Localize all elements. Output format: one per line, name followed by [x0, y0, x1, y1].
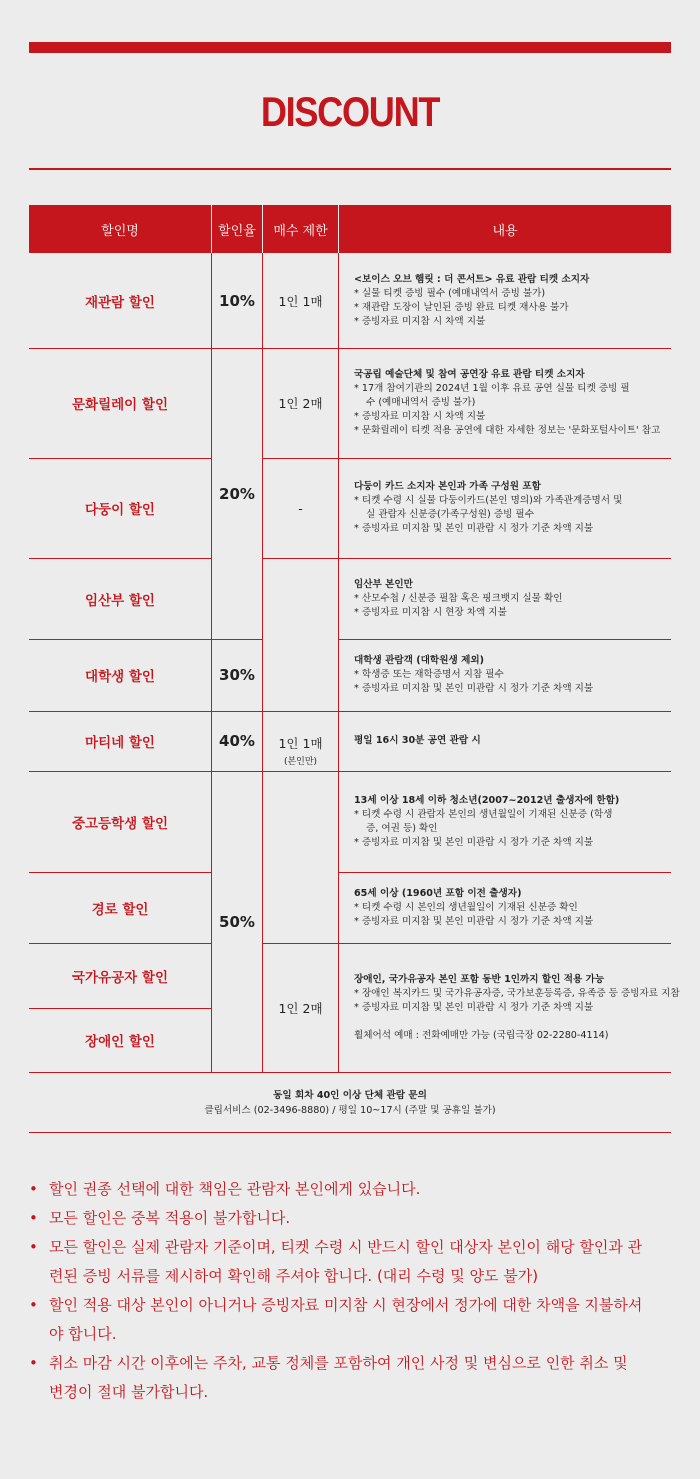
ticket-limit-text: -: [298, 500, 303, 516]
content-item: * 산모수첩 / 신분증 필참 혹은 핑크뱃지 실물 확인: [354, 593, 563, 604]
content-heading: 다둥이 카드 소지자 본인과 가족 구성원 포함: [354, 481, 541, 492]
content-heading: 평일 16시 30분 공연 관람 시: [354, 735, 481, 746]
notice-item: [29, 1233, 649, 1291]
discount-name-student: 중고등학생 할인: [72, 815, 168, 832]
notice-text: 할인 권종 선택에 대한 책임은 관람자 본인에게 있습니다.: [49, 1180, 421, 1198]
notice-list: [29, 1175, 671, 1407]
content-heading: 임산부 본인만: [354, 579, 413, 590]
discount-name-pregnant: 임산부 할인: [85, 592, 155, 609]
notice-text: 모든 할인은 실제 관람자 기준이며, 티켓 수령 시 반드시 할인 대상자 본인이 해당 할인과 관련된 증빙 서류를 제시하여 확인해 주셔야 합니다. (대리 수령 및 양도 불가): [49, 1238, 643, 1285]
content-item: * 증빙자료 미지참 시 차액 지불: [354, 411, 486, 422]
content-heading: 국공립 예술단체 및 참여 공연장 유료 관람 티켓 소지자: [354, 369, 585, 380]
notice-text: 할인 적용 대상 본인이 아니거나 증빙자료 미지참 시 현장에서 정가에 대한 차액을 지불하셔야 합니다.: [49, 1296, 643, 1343]
content-senior: [354, 887, 593, 929]
discount-name-disabled: 장애인 할인: [85, 1034, 155, 1050]
content-item: * 실물 티켓 증빙 필수 (예매내역서 증빙 불가): [354, 288, 546, 299]
content-university: [354, 654, 593, 696]
ticket-limit: [263, 943, 338, 1072]
discount-name-matinee: 마티네 할인: [85, 735, 155, 751]
content-veteran-disabled: [354, 973, 680, 1043]
discount-name-culture-relay: 문화릴레이 할인: [72, 397, 168, 413]
ticket-limit-text: 1인 1매: [278, 736, 323, 751]
content-item: * 티켓 수령 시 실물 다둥이카드(본인 명의)와 가족관계증명서 및 실 관람자 신분증(가족구성원) 증빙 필수: [354, 495, 623, 520]
row-divider: [29, 1072, 671, 1073]
content-heading: <보이스 오브 햄릿 : 더 콘서트> 유료 관람 티켓 소지자: [354, 274, 590, 285]
bullet-icon: •: [29, 1238, 38, 1256]
bullet-icon: •: [29, 1296, 38, 1314]
header-discount-name: 할인명: [29, 205, 211, 253]
ticket-limit-text: 1인 2매: [278, 1000, 323, 1016]
notice-text: 모든 할인은 중복 적용이 불가합니다.: [49, 1209, 291, 1227]
content-revisit: [354, 273, 589, 329]
bullet-icon: •: [29, 1354, 38, 1372]
notice-item: [29, 1291, 649, 1349]
notice-item: [29, 1349, 629, 1407]
discount-name-senior: 경로 할인: [91, 901, 149, 918]
group-booking-info: [29, 1088, 671, 1118]
notice-text: 취소 마감 시간 이후에는 주차, 교통 정체를 포함하여 개인 사정 및 변심으로 인한 취소 및 변경이 절대 불가합니다.: [49, 1354, 628, 1401]
discount-name-university: 대학생 할인: [85, 669, 155, 685]
content-heading: 65세 이상 (1960년 포함 이전 출생자): [354, 888, 522, 899]
content-item: * 문화릴레이 티켓 적용 공연에 대한 자세한 정보는 '문화포털사이트' 참고: [354, 425, 661, 436]
content-item: * 증빙자료 미지참 및 본인 미관람 시 정가 기준 차액 지불: [354, 1002, 594, 1013]
ticket-limit: [263, 253, 338, 348]
notice-item: [29, 1204, 671, 1233]
notice-item: [29, 1175, 671, 1204]
content-item: * 17개 참여기관의 2024년 1월 이후 유료 공연 실물 티켓 증빙 필수 (예매내역서 증빙 불가): [354, 383, 630, 408]
content-heading: 대학생 관람객 (대학원생 제외): [354, 655, 484, 666]
content-item: * 증빙자료 미지참 및 본인 미관람 시 정가 기준 차액 지불: [354, 523, 594, 534]
discount-name-multichild: 다둥이 할인: [85, 502, 155, 518]
row-divider: [29, 1132, 671, 1133]
group-booking-contact: 클립서비스 (02-3496-8880) / 평일 10~17시 (주말 및 공휴일 불가): [204, 1105, 496, 1116]
header-content: 내용: [339, 205, 671, 253]
content-item: * 증빙자료 미지참 및 본인 미관람 시 정가 기준 차액 지불: [354, 916, 594, 927]
title-divider: [29, 168, 671, 170]
discount-rate: 10%: [219, 291, 255, 310]
content-item: * 티켓 수령 시 관람자 본인의 생년월일이 기재된 신분증 (학생증, 여권 등) 확인: [354, 809, 613, 834]
content-student: [354, 794, 620, 850]
group-booking-title: 동일 회차 40인 이상 단체 관람 문의: [273, 1090, 427, 1101]
ticket-limit: [263, 558, 338, 943]
header-discount-rate: 할인율: [212, 205, 262, 253]
content-item: * 증빙자료 미지참 시 차액 지불: [354, 316, 486, 327]
discount-rate: 30%: [219, 666, 255, 684]
bullet-icon: •: [29, 1209, 38, 1227]
header-ticket-limit: 매수 제한: [263, 205, 338, 253]
content-item: * 학생증 또는 재학증명서 지참 필수: [354, 669, 504, 680]
content-pregnant: [354, 578, 563, 620]
row-divider: [338, 872, 671, 873]
top-accent-bar: [29, 42, 671, 53]
discount-rate: 50%: [219, 912, 255, 931]
content-culture-relay: [354, 368, 661, 438]
content-multichild: [354, 480, 624, 536]
column-divider: [338, 253, 339, 1072]
ticket-limit-text: 1인 1매: [278, 293, 323, 309]
content-item: * 증빙자료 미지참 시 현장 차액 지불: [354, 607, 507, 618]
ticket-limit-text: 1인 2매: [278, 396, 323, 411]
content-item: * 증빙자료 미지참 및 본인 미관람 시 정가 기준 차액 지불: [354, 683, 594, 694]
content-item: * 재관람 도장이 날인된 증빙 완료 티켓 재사용 불가: [354, 302, 569, 313]
row-divider: [338, 639, 671, 640]
page-title: DISCOUNT: [260, 88, 440, 135]
content-item: * 장애인 복지카드 및 국가유공자증, 국가보훈등록증, 유족증 등 증빙자료 지참: [354, 988, 680, 999]
bullet-icon: •: [29, 1180, 38, 1198]
content-item: * 티켓 수령 시 본인의 생년월일이 기재된 신분증 확인: [354, 902, 578, 913]
content-heading: 장애인, 국가유공자 본인 포함 동반 1인까지 할인 적용 가능: [354, 974, 605, 985]
content-item: * 증빙자료 미지참 및 본인 미관람 시 정가 기준 차액 지불: [354, 837, 594, 848]
content-matinee: [354, 734, 481, 748]
ticket-limit: [263, 348, 338, 458]
discount-name-revisit: 재관람 할인: [85, 294, 155, 311]
discount-rate: 40%: [219, 732, 255, 750]
discount-name-veteran: 국가유공자 할인: [72, 969, 168, 986]
discount-rate: 20%: [219, 484, 255, 503]
wheelchair-booking-note: 휠체어석 예매 : 전화예매만 가능 (국립극장 02-2280-4114): [354, 1030, 609, 1041]
ticket-limit-note: (본인만): [283, 757, 318, 767]
ticket-limit: [263, 458, 338, 558]
content-heading: 13세 이상 18세 이하 청소년(2007~2012년 출생자에 한함): [354, 795, 620, 806]
